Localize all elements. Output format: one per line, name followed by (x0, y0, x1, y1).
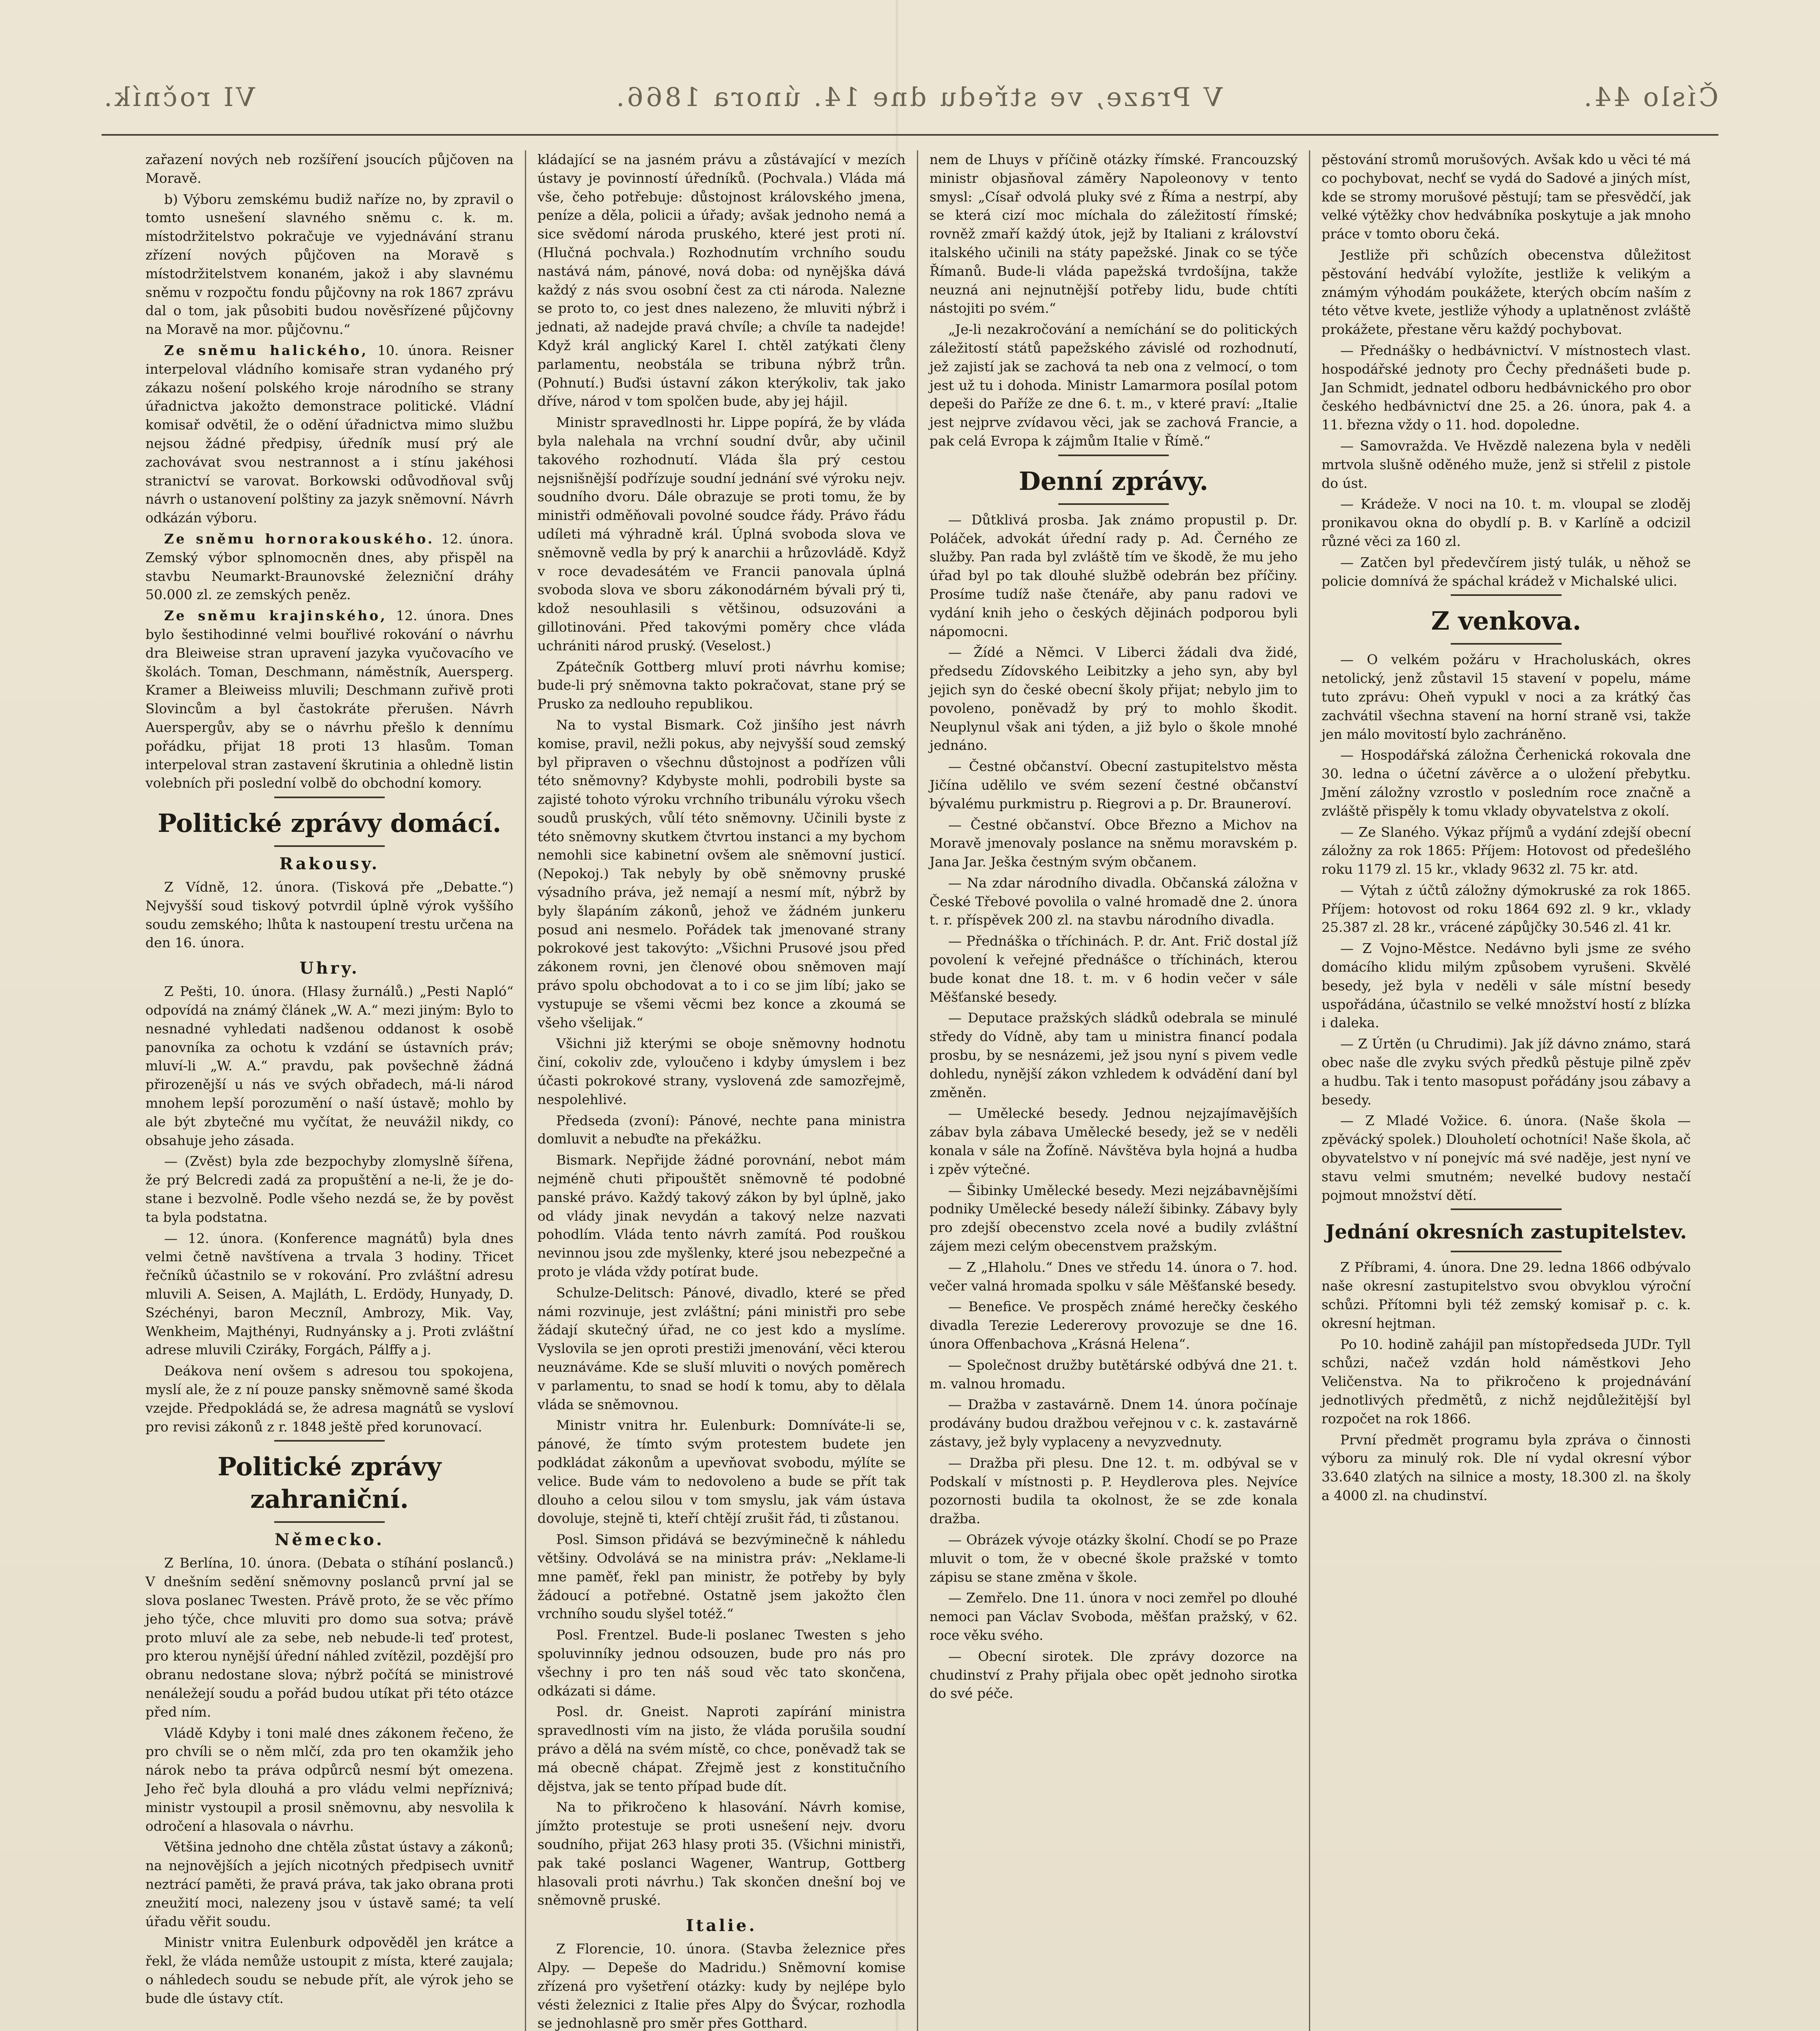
paragraph: Většina jednoho dne chtěla zůstat ústavy a zákonů; na nejnovějších a jejích nicotných předpisech uvnitř neztrácí paměti, že pravá práva, tak jako obrana proti zneužití moci, nalezeny jsou v ústavě samé; ta velí úřadu věřit soudu. (145, 1839, 514, 1929)
paragraph: — Dražba v zastavárně. Dnem 14. února počínaje prodávány budou dražbou veřejnou v c. k. zastavárně zástavy, jež byly vyplaceny a nevyzvednuty. (930, 1397, 1298, 1450)
paragraph: — Čestné občanství. Obce Březno a Michov na Moravě jmenovaly poslance na sněmu moravském p. Jana Jar. Ješka čestným svým občanem. (930, 816, 1298, 870)
paragraph: „Je-li nezakročování a nemíchání se do politických záležitostí států papežského závislé od rozhodnutí, jež zajistí jak se zachová ta neb ona z velmocí, o tom jest už tu i dohoda. Ministr Lamarmora posílal potom depeši do Paříže ze dne 6. t. m., v které praví: „Italie jest nejprve zvídavou věci, jak se zachová Francie, a pak celá Evropa k zájmům Italie v Římě.“ (930, 321, 1298, 449)
column-2 (526, 150, 918, 2031)
paragraph: Ministr vnitra Eulenburk odpověděl jen krátce a řekl, že vláda nemůže ustoupit z místa, které zaujala; o náhledech soudu se nebude přít, ale výrok jeho se bude dle ústavy ctít. (145, 1934, 514, 2006)
divider (1451, 643, 1562, 645)
item-text: 10. února. Reisner interpeloval vládního komisaře stran vydaného prý zákazu nošení polského kroje národního se strany úřadnictva jakožto demonstrace politické. Vládní komisař odvětil, že o odění úřadnictva mimo službu nejsou žádné předpisy, úředník musí prý ale zachovávat svou nestrannost a i stínu jakéhosi stranictví se varovat. Borkowski odůvodňoval svůj návrh o ustanovení polštiny za jazyk sněmovní. Návrh odkázán výboru. (145, 342, 514, 526)
item-heading: Ze sněmu halického, (164, 342, 368, 358)
paragraph: — Hospodářská záložna Čerhenická rokovala dne 30. ledna o účetní závěrce a o uložení přebytku. Jmění záložny vzrostlo v posledním roce značně a zvláště přispěly k tomu vklady obyvatelstva z okolí. (1322, 747, 1691, 819)
divider (1451, 1251, 1562, 1252)
paragraph: Na to vystal Bismark. Což jinšího jest návrh komise, pravil, nežli pokus, aby nejvyšší soud zemský byl připraven o všechnu důstojnost a podřízen vůli této sněmovny? Kdybyste mohli, podrobili byste sa zajisté tohoto výroku vrchního tribunálu výroku všech soudů pruských, vůlí této sněmovny. Učinili byste z této sněmovny skutkem čtvrtou instanci a my bychom nemohli sice kabinetní ovšem ale sněmovní justicí. (Nepokoj.) Tak nebyly by obě sněmovny pruské výsadního práva, jež nemají a nesmí mít, nýbrž by byly šlapáním zákonů, jehož ve žádném junkeru posud ani nesmelo. Pořádek tak jmenované strany pokrokové jest takovýto: „Všichni Prusové jsou před zákonem rovni, jen členové obou sněmoven mají právo spolu obchodovat a to i co se jim líbí; jako se vystupuje se všemi věcmi bez konce a zkoumá se všeho všelijak.“ (537, 717, 906, 1031)
paragraph: Po 10. hodině zahájil pan místopředseda JUDr. Tyll schůzi, načež vzdán hold náměstkovi Jeho Veličenstva. Na to přikročeno k projednávání jednotlivých předmětů, z nichž nejdůležitější byl rozpočet na rok 1866. (1322, 1336, 1691, 1427)
paragraph: — Přednáška o tříchinách. P. dr. Ant. Frič dostal jíž povolení k veřejné přednášce o tříchinách, kterou bude konat dne 18. t. m. v 6 hodin večer v sále Měšťanské besedy. (930, 933, 1298, 1005)
text-columns (134, 150, 1702, 2031)
divider (274, 1521, 385, 1523)
paragraph: — Z Vojno-Městce. Nedávno byli jsme ze svého domácího klidu milým způsobem vyrušeni. Skvělé besedy, jež byla v neděli v sále místní besedy uspořádána, účastnilo se velké množství hostí z blízka i daleka. (1322, 940, 1691, 1031)
paragraph: První předmět programu byla zpráva o činnosti výboru za minulý rok. Dle ní vydal okresní výbor 33.640 zlatých na silnice a mosty, 18.300 zl. na školy a 4000 zl. na chudinství. (1322, 1431, 1691, 1503)
masthead-volume: VI ročník. (102, 82, 255, 113)
paragraph: Z Příbrami, 4. února. Dne 29. ledna 1866 odbývalo naše okresní zastupitelstvo svou obvyklou výroční schůzi. Přítomni byli též zemský komisař p. c. k. okresní hejtman. (1322, 1259, 1691, 1331)
paragraph: Deákova není ovšem s adresou tou spokojena, myslí ale, že z ní pouze pansky sněmovně samé škoda vzejde. Předpokládá se, že adresa magnátů se vysloví pro revisi zákonů z r. 1848 ještě před korunovací. (145, 1363, 514, 1435)
paragraph: — O velkém požáru v Hracholuskách, okres netolický, jenž zůstavil 15 stavení v popelu, máme tuto zprávu: Oheň vypukl v noci a za krátký čas zachvátil všechna stavení na horní straně vsi, takže jen málo movitostí bylo zachráněno. (1322, 652, 1691, 742)
masthead (102, 61, 1718, 136)
paragraph: Posl. Frentzel. Bude-li poslanec Twesten s jeho spoluvinníky jednou odsouzen, bude pro nás pro všechny i pro ten náš soud věc tato skončena, odkázati si dáme. (537, 1627, 906, 1699)
paragraph: Vládě Kdyby i toni malé dnes zákonem řečeno, že pro chvíli se o něm mlčí, zda pro ten okamžik jeho nárok nebo ta práva odpůrců nesmí být omezena. Jeho řeč byla dlouhá a pro vládu velmi nepříznivá; ministr vystoupil a prosil sněmovnu, aby nesvolila k odročení a hlasovala o návrhu. (145, 1725, 514, 1834)
item-heading: Ze sněmu krajinského, (164, 608, 387, 624)
paragraph (145, 341, 514, 527)
country-heading: Německo. (275, 1530, 384, 1550)
paragraph (145, 606, 514, 792)
paragraph: — 12. února. (Konference magnátů) byla dnes velmi četně navštívena a trvala 3 hodiny. Třicet řečníků účastnilo se v rokování. Pro zvláštní adresu mluvili A. Seisen, A. Majláth, L. Erdödy, Hunyady, D. Széchényi, baron Meczníl, Ambrozy, Mik. Vay, Wenkheim, Majthényi, Rudnyánsky a j. Proti zvláštní adrese mluvili Cziráky, Forgách, Pálffy a j. (145, 1230, 514, 1358)
paragraph: — Obrázek vývoje otázky školní. Chodí se po Praze mluvit o tom, že v obecné škole pražské v tomto zápisu se stane změna v škole. (930, 1531, 1298, 1585)
paragraph: Ministr vnitra hr. Eulenburk: Domníváte-li se, pánové, že tímto svým protestem budete jen podkládat zákonům a upevňovat svobodu, mýlíte se velice. Bude vám to nedovoleno a bude se přít tak dlouho a celou silou v tom smyslu, jak vám ústava dovoluje, stejně ti, kteří chtějí zrušit řád, ti zůstanou. (537, 1417, 906, 1526)
paragraph: — Deputace pražských sládků odebrala se minulé středy do Vídně, aby tam u ministra financí podala prosbu, by se nesnázemi, jež jsou nyní s pivem vedle dohledu, nynější zákon vzhledem k odvádění daní byl změněn. (930, 1010, 1298, 1100)
paragraph: — Čestné občanství. Obecní zastupitelstvo města Jičína udělilo ve svém sezení čestné občanství bývalému purkmistru p. Riegrovi a p. Dr. Brauneroví. (930, 758, 1298, 812)
masthead-issue: Číslo 44. (1581, 82, 1718, 113)
paragraph: — Společnost družby butětárské odbývá dne 21. t. m. valnou hromadu. (930, 1357, 1298, 1392)
paragraph: — Na zdar národního divadla. Občanská záložna v České Třebové povolila o valné hromadě dne 2. února t. r. příspěvek 200 zl. na stavbu národního divadla. (930, 875, 1298, 928)
item-heading: Ze sněmu hornorakouského. (164, 530, 435, 547)
paragraph: — Zemřelo. Dne 11. února v noci zemřel po dlouhé nemoci pan Václav Svoboda, měšťan pražský, v 62. roce věku svého. (930, 1590, 1298, 1643)
paragraph: — Krádeže. V noci na 10. t. m. vloupal se zloděj pronikavou okna do obydlí p. B. v Karlíně a odcizil různé věci za 160 zl. (1322, 496, 1691, 549)
paragraph: Na to přikročeno k hlasování. Návrh komise, jímžto protestuje se proti usnešení nejv. dvoru soudního, přijat 263 hlasy proti 35. (Všichni ministři, pak také poslanci Wagener, Wantrup, Gottberg hlasovali proti návrhu.) Tak skončen dnešní boj ve sněmovně pruské. (537, 1799, 906, 1908)
item-text: 12. února. Dnes bylo šestihodinné velmi bouřlivé rokování o návrhu dra Bleiweise stran upravení jazyka vyučovacího ve školách. Toman, Deschmann, náměstník, Auersperg. Kramer a Bleiweiss mluvili; Deschmann zuřivě proti Slovincům a byl častokráte přerušen. Návrh Auerspergův, aby se o návrhu přešlo k dennímu pořádku, přijat 18 proti 13 hlasům. Toman interpeloval stran zastavení škrutinia a ohledně listin volebních při poslední volbě do obchodní komory. (145, 608, 514, 791)
paragraph: — Umělecké besedy. Jednou nejzajímavějších zábav byla zábava Umělecké besedy, jež se v neděli konala v sále na Žofíně. Návštěva byla hojná a hudba i zpěv výtečné. (930, 1105, 1298, 1177)
paragraph: b) Výboru zemskému budiž naříze no, by zpravil o tomto usnešení slavného sněmu c. k. m. místodržitelstvo pokračuje ve vyjednávání stranu zřízení nových půjčoven na Moravě s místodržitelstvem konaném, jakož i aby slavnému sněmu v rozpočtu fondu půjčovny na rok 1867 zprávu dal o tom, jak působiti budou nověsřízené půjčovny na Moravě na mor. půjčovnu.“ (145, 191, 514, 338)
paragraph: Z Pešti, 10. února. (Hlasy žurnálů.) „Pesti Napló“ odpovídá na známý článek „W. A.“ mezi jiným: Bylo to nesnadné vyhledati nadšenou oddanost k osobě panovníka za ochotu k vzdání se ústavních práv; mluví-li „W. A.“ pravdu, pak povšechně žádná přirozenější u nás ve svých obřadech, má-li národ mnohem lepší porozumění o naší ústavě; mohlo by ale být zbytečné mu vyčítat, že neuvážil nikdy, co obsahuje jeho zásada. (145, 983, 514, 1148)
paragraph: — Dražba při plesu. Dne 12. t. m. odbýval se v Podskalí v místnosti p. P. Heydlerova ples. Nejvíce pozornosti budila ta okolnost, že se zde konala dražba. (930, 1455, 1298, 1527)
paragraph: Předseda (zvoní): Pánové, nechte pana ministra domluvit a nebuďte na překážku. (537, 1112, 906, 1147)
paragraph: — Zatčen byl předevčírem jistý tulák, u něhož se policie domnívá že spáchal krádež v Michalské ulici. (1322, 554, 1691, 589)
column-1 (134, 150, 526, 2031)
paragraph: Zpátečník Gottberg mluví proti návrhu komise; bude-li prý sněmovna takto pokračovat, stane prý se Prusko za nedlouho republikou. (537, 658, 906, 712)
paragraph: nem de Lhuys v příčině otázky římské. Francouzský ministr objasňoval záměry Napoleonovy v tento smysl: „Císař odvolá pluky své z Říma a nestrpí, aby se která cizí moc míchala do záležitostí římské; rovněž zmaří každý útok, jejž by Italiani z království italského učinili na státy papežské. Jinak co se týče Římanů. Bude-li vláda papežská tvrdošíjna, takže neuzná ani nejnutnější potřeby lidu, bude chtíti nástojiti po svém.“ (930, 152, 1298, 316)
paragraph: — (Zvěst) byla zde bezpochyby zlomyslně šířena, že prý Belcredi zadá za propuštění a ne-li, že je do-stane i bezvolně. Podle všeho nezdá se, že by pověst ta byla podstatna. (145, 1153, 514, 1225)
paragraph: Z Vídně, 12. února. (Tisková pře „Debatte.“) Nejvyšší soud tiskový potvrdil úplně výrok vyššího soudu zemského; lhůta k nastoupení trestu určena na den 16. února. (145, 879, 514, 951)
country-heading: Italie. (686, 1916, 757, 1936)
paragraph: — Výtah z účtů záložny dýmokruské za rok 1865. Příjem: hotovost od roku 1864 692 zl. 9 kr., vklady 25.387 zl. 28 kr., vrácené zápůjčky 30.546 zl. 41 kr. (1322, 882, 1691, 935)
paragraph: Jestliže při schůzích obecenstva důležitost pěstování hedvábí vyložíte, jestliže k velikým a známým výhodám poukážete, kterých obcím naším z této větve kvete, jestliže výhody a uplatněnost zvláště prokážete, přestane věru každý pochybovat. (1322, 247, 1691, 338)
section-heading: Denní zprávy. (1018, 466, 1209, 496)
paragraph: kládající se na jasném právu a zůstávající v mezích ústavy je povinností úředníků. (Pochvala.) Vláda má vše, čeho potřebuje: důstojnost královského jmena, peníze a děla, policii a úřady; avšak jednoho nemá a sice svědomí národa pruského, které jest proti ní. (Hlučná pochvala.) Rozhodnutím vrchního soudu nastává nám, pánové, nová doba: od nynějška dává každý z nás svou osobní čest za cti národa. Nalezne se proto to, co jest dnes nalezeno, že mluviti nýbrž i jednati, až nadejde pravá chvíle; a chvíle ta nadejde! Když král anglický Karel I. chtěl zatýkati členy parlamentu, neobstála se tribuna nýbrž trůn. (Pohnutí.) Buďsi ústavní zákon kterýkoliv, tak jako dříve, národ v tom spolčen bude, aby jej hájil. (537, 152, 906, 409)
country-heading: Rakousy. (279, 854, 380, 874)
country-heading: Uhry. (299, 959, 360, 978)
paragraph: — Benefice. Ve prospěch známé herečky českého divadla Terezie Ledererovy provozuje se dne 16. února Offenbachova „Krásná Helena“. (930, 1299, 1298, 1352)
section-heading: Jednání okresních zastupitelstev. (1325, 1221, 1687, 1244)
paragraph: — Obecní sirotek. Dle zprávy dozorce na chudinství z Prahy přijala obec opět jednoho sirotka do své péče. (930, 1648, 1298, 1702)
paragraph: — Žídé a Němci. V Liberci žádali dva židé, předsedu Zídovského Leibitzky a jeho syn, aby byl jejich syn do české obecní školy přijat; nebylo jim to povoleno, poněvadž by prý to mohlo škodit. Neuplynul však ani týden, a již bylo o škole mnohé jednáno. (930, 644, 1298, 754)
divider (1058, 503, 1169, 505)
paragraph: Z Florencie, 10. února. (Stavba železnice přes Alpy. — Depeše do Madridu.) Sněmovní komise zřízená pro vyšetření otázky: kudy by nejlépe bylo vésti železnici z Italie přes Alpy do Švýcar, rozhodla se jednohlasně pro směr přes Gotthard. (537, 1941, 906, 2031)
divider (274, 797, 385, 798)
paragraph: Bismark. Nepřijde žádné porovnání, nebot mám nejméně chuti připouštět sněmovně té podobné panské právo. Každý takový zákon by byl úplně, jako od vlády jinak nevydán a takový nelze nazvati pohodlím. Vláda tento návrh zamítá. Pod rouškou nevinnou jsou zde myšlenky, které jsou nebezpečné a proto je vláda vždy potírat bude. (537, 1152, 906, 1280)
paragraph (145, 530, 514, 604)
divider (274, 845, 385, 847)
paragraph: Posl. Simson přidává se bezvýminečně k náhledu většiny. Odvolává se na ministra práv: „Neklame-li mne paměť, řekl pan ministr, že potřeby by byly žádoucí a potřebné. Ostatně jsem jakožto člen vrchního soudu slyšel totéž.“ (537, 1531, 906, 1622)
paragraph: — Ze Slaného. Výkaz příjmů a vydání zdejší obecní záložny za rok 1865: Příjem: Hotovost od předešlého roku 1179 zl. 15 kr., vklady 9632 zl. 75 kr. atd. (1322, 824, 1691, 877)
paragraph: zařazení nových neb rozšíření jsoucích půjčoven na Moravě. (145, 152, 514, 186)
divider (1451, 1208, 1562, 1210)
column-3 (918, 150, 1310, 2031)
section-heading: Politické zprávy domácí. (158, 808, 501, 838)
paragraph: — Z „Hlaholu.“ Dnes ve středu 14. února o 7. hod. večer valná hromada spolku v sále Měšťanské besedy. (930, 1259, 1298, 1294)
paragraph: — Z Úrtěn (u Chrudimi). Jak jíž dávno známo, stará obec naše dle zvyku svých předků pěstuje pilně zpěv a hudbu. Tak i tento masopust pořádány jsou zábavy a besedy. (1322, 1036, 1691, 1108)
column-4 (1310, 150, 1702, 2031)
paragraph: — Šibinky Umělecké besedy. Mezi nejzábavnějšími podniky Umělecké besedy náleží šibinky. Zábavy byly pro zdejší obecenstvo zcela nové a budily zvláštní zájem mezi celým obecenstvem pražským. (930, 1182, 1298, 1254)
paragraph: Z Berlína, 10. února. (Debata o stíhání poslanců.) V dnešním sedění sněmovny poslanců první jal se slova poslanec Twesten. Právě proto, že se věc přímo jeho týče, chce mluviti pro domo sua sotva; právě proto mluví ale za sebe, neb nebude-li teď protest, pro kterou nynější úřední náhled zvítězil, pozdější pro obranu nedostane slova; nýbrž počítá se ministrové nenáležejí soudu a pořád budou utíkat při této otázce před ním. (145, 1555, 514, 1720)
paragraph: — Důtklivá prosba. Jak známo propustil p. Dr. Poláček, advokát úřední rady p. Ad. Černého ze služby. Pan rada byl zvláště tím ve škodě, že mu jeho úřad byl po tak dlouhé službě odebrán bez příčiny. Prosíme tudíž naše čtenáře, aby panu radovi ve vydání knih jeho o českých dějinách podporou byli nápomocni. (930, 511, 1298, 639)
paragraph: Ministr spravedlnosti hr. Lippe popírá, že by vláda byla nalehala na vrchní soudní dvůr, aby učinil takového rozhodnutí. Vláda šla prý cestou nejsnišnější podřízuje soudní jednání své výroku nejv. soudního dvoru. Dále obrazuje se proti tomu, že by ministři odměňovali povolné soudce řády. Právo řádu udíleti má výhradně král. Úplná svoboda slova ve sněmovně vedla by prý k anarchii a hrůzovládě. Když v roce devadesátém ve Francii panovala úplná svoboda slova ve sboru zákonodárném bývali prý ti, kdož nesouhlasili s většinou, odsuzováni a gillotinováni. Před takovými poměry chce vláda uchrániti národ pruský. (Veselost.) (537, 414, 906, 654)
paragraph: — Samovražda. Ve Hvězdě nalezena byla v neděli mrtvola slušně oděného muže, jenž si střelil z pistole do úst. (1322, 437, 1691, 491)
paragraph: Posl. dr. Gneist. Naproti zapírání ministra spravedlnosti vím na jisto, že vláda porušila soudní právo a dělá na svém místě, co chce, poněvadž tak se má obecně chápat. Zřejmě jest z konstitučního dějstva, jak se tento případ bude dít. (537, 1704, 906, 1794)
paragraph: Všichni již kterými se oboje sněmovny hodnotu činí, cokoliv zde, vyloučeno i kdyby úmyslem i bez účasti pokrokové strany, vyslovená zde samozřejmě, nespolehlivé. (537, 1035, 906, 1107)
section-heading: Z venkova. (1431, 606, 1582, 636)
paragraph: — Z Mladé Vožice. 6. února. (Naše škola — zpěvácký spolek.) Dlouholetí ochotníci! Naše škola, ač obyvatelstvo v ní ponejvíc má své naděje, jest nyní ve stavu velmi smutném; nevelké budovy nestačí pojmout množství dětí. (1322, 1113, 1691, 1203)
item-text: 12. února. Zemský výbor splnomocněn dnes, aby přispěl na stavbu Neumarkt-Braunovské železniční dráhy 50.000 zl. ze zemských peněz. (145, 530, 514, 603)
divider (1058, 455, 1169, 456)
paragraph: — Přednášky o hedbávnictví. V místnostech vlast. hospodářské jednoty pro Čechy přednášeti bude p. Jan Schmidt, jednatel odboru hedbávnického pro obor českého hedbávnictví dne 25. a 26. února, pak 4. a 11. března vždy o 11. hod. dopoledne. (1322, 342, 1691, 433)
masthead-date: V Praze, ve středu dne 14. února 1866. (613, 82, 1223, 113)
paragraph: pěstování stromů morušových. Avšak kdo u věci té má co pochybovat, nechť se vydá do Sadové a jiných míst, kde se stromy morušové pěstují; tam se přesvědčí, jak velké výtěžky chov hedvábníka poskytuje a jak mnoho práce v tomto oboru čeká. (1322, 152, 1691, 242)
divider (274, 1440, 385, 1442)
section-heading: Politické zprávy zahraniční. (217, 1452, 442, 1514)
paragraph: Schulze-Delitsch: Pánové, divadlo, které se před námi rozvinuje, jest zvláštní; páni ministři pro sebe žádají skutečný úřad, ne co jest kdo a myslíme. Vyslovila se jen oproti prestiži jmenování, věci kterou neuznáváme. Kde se sluší mluviti o nových poměrech v parlamentu, to snad se hodí k tomu, aby to dělala vláda se sněmovnou. (537, 1284, 906, 1412)
divider (1451, 594, 1562, 596)
